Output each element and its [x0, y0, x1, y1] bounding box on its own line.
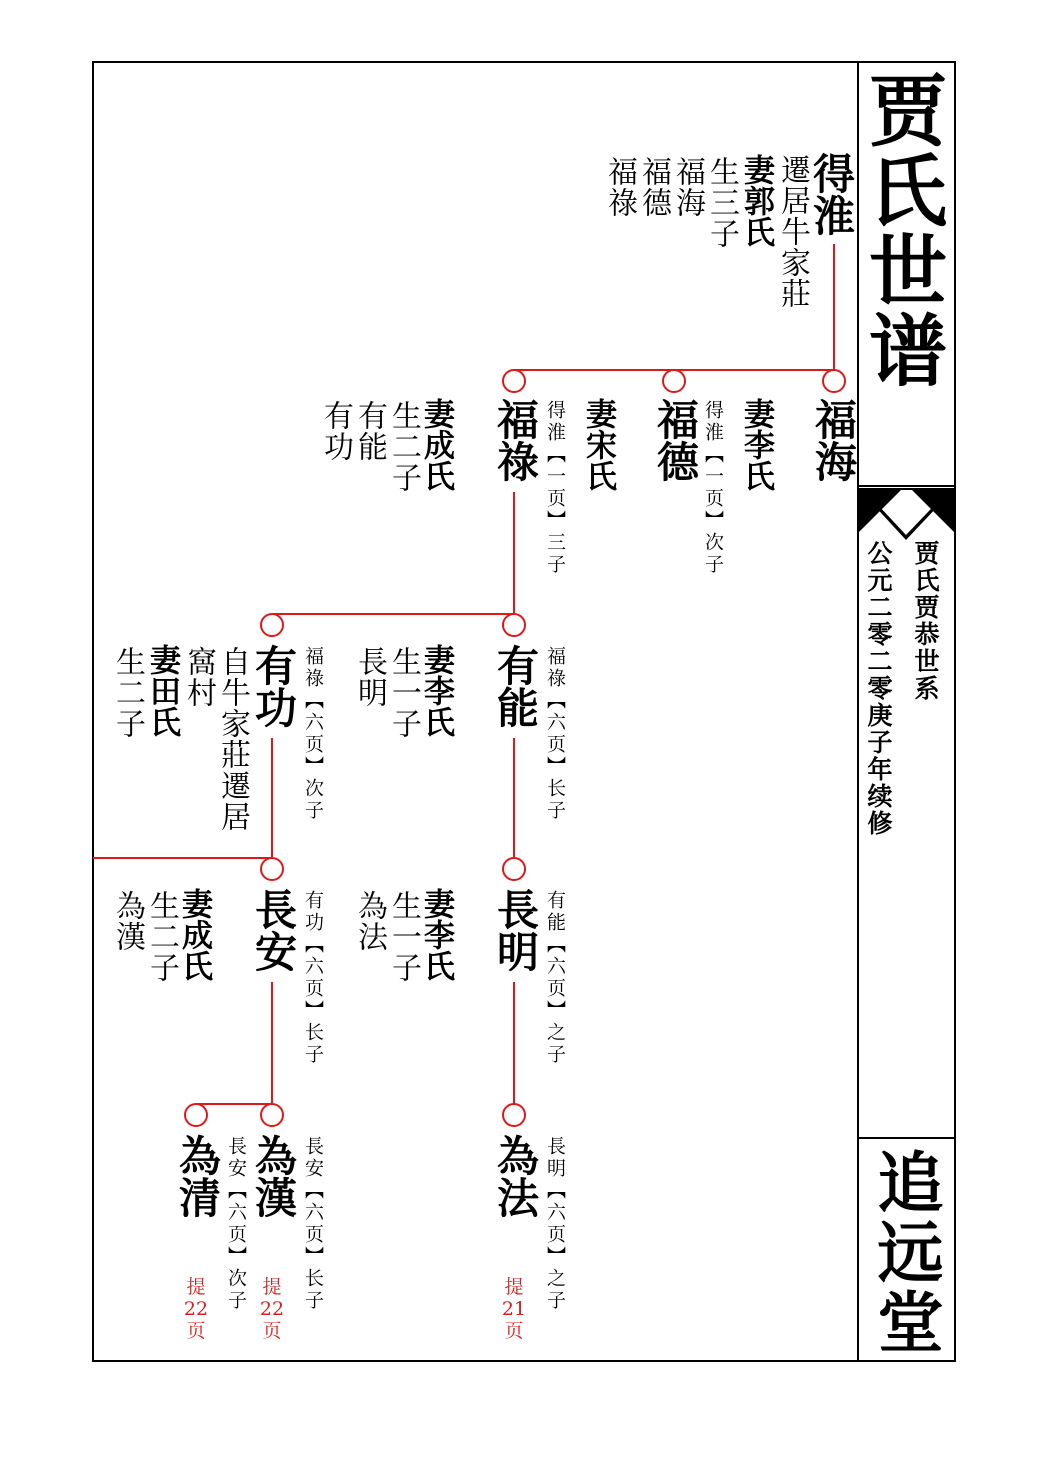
person-changming-wife: 妻李氏	[418, 888, 454, 981]
person-fulu-child-2: 有功	[318, 400, 353, 462]
person-weihan-parent: 長安【六页】长子	[302, 1136, 324, 1312]
person-fuhai-name: 福海	[809, 398, 858, 482]
node-weihan	[261, 1104, 283, 1126]
edition-note: 公元二零二零庚子年续修	[864, 540, 893, 837]
person-youneng-parent: 福祿【六页】长子	[544, 646, 566, 822]
person-yougong-note-2: 窩村	[181, 646, 216, 708]
person-yougong-note-1: 自牛家莊遷居	[215, 646, 250, 832]
person-dehuai-note: 遷居牛家莊	[775, 154, 810, 309]
person-youneng-sons: 生一子	[386, 646, 421, 739]
person-weifa-name: 為法	[491, 1134, 540, 1218]
node-changan	[261, 858, 283, 880]
person-dehuai-sons: 生三子	[704, 156, 739, 249]
person-youneng-name: 有能	[491, 644, 540, 728]
person-fulu-parent: 得淮【一页】三子	[544, 400, 566, 576]
person-fude-name: 福德	[651, 398, 700, 482]
node-changming	[503, 858, 525, 880]
person-changming-child-1: 為法	[352, 890, 387, 952]
person-weiqing-name: 為清	[173, 1134, 222, 1218]
person-weifa-ref: 提 21 页	[501, 1276, 527, 1342]
person-youneng-child-1: 長明	[352, 646, 387, 708]
person-dehuai-wife: 妻郭氏	[738, 154, 774, 247]
lineage-subtitle: 贾氏贾恭世系	[911, 540, 940, 702]
person-fulu-sons: 生二子	[386, 400, 421, 493]
person-weiqing-parent: 長安【六页】次子	[225, 1136, 247, 1312]
node-weiqing	[185, 1104, 207, 1126]
person-youneng-wife: 妻李氏	[418, 644, 454, 737]
person-fude-wife: 妻宋氏	[580, 398, 616, 491]
person-weihan-ref: 提 22 页	[259, 1276, 285, 1342]
person-changan-name: 長安	[249, 888, 298, 972]
person-fulu-wife: 妻成氏	[418, 398, 454, 491]
person-yougong-parent: 福祿【六页】次子	[302, 646, 324, 822]
person-dehuai-child-1: 福海	[670, 156, 705, 218]
person-fulu-name: 福祿	[491, 398, 540, 482]
hall-name: 追远堂	[866, 1148, 944, 1358]
person-yougong-sons: 生二子	[110, 646, 145, 739]
person-changming-sons: 生一子	[386, 890, 421, 983]
node-fude	[663, 370, 685, 392]
book-title: 贾氏世谱	[856, 70, 947, 390]
person-changan-sons: 生二子	[144, 890, 179, 983]
person-yougong-name: 有功	[249, 644, 298, 728]
person-weihan-name: 為漢	[249, 1134, 298, 1218]
person-fulu-child-1: 有能	[352, 400, 387, 462]
person-changan-child-1: 為漢	[110, 890, 145, 952]
person-yougong-wife: 妻田氏	[144, 644, 180, 737]
person-weifa-parent: 長明【六页】之子	[544, 1136, 566, 1312]
node-youneng	[503, 614, 525, 636]
person-dehuai-child-2: 福德	[636, 156, 671, 218]
node-weifa	[503, 1104, 525, 1126]
node-fuhai	[823, 370, 845, 392]
person-changming-name: 長明	[491, 888, 540, 972]
person-weiqing-ref: 提 22 页	[183, 1276, 209, 1342]
person-fuhai-wife: 妻李氏	[738, 398, 774, 491]
person-dehuai-child-3: 福祿	[602, 156, 637, 218]
person-changan-parent: 有功【六页】长子	[302, 890, 324, 1066]
person-dehuai-name: 得淮	[807, 152, 856, 236]
person-changan-wife: 妻成氏	[176, 888, 212, 981]
node-yougong	[261, 614, 283, 636]
person-changming-parent: 有能【六页】之子	[544, 890, 566, 1066]
person-fude-parent: 得淮【一页】次子	[702, 400, 724, 576]
node-fulu	[503, 370, 525, 392]
